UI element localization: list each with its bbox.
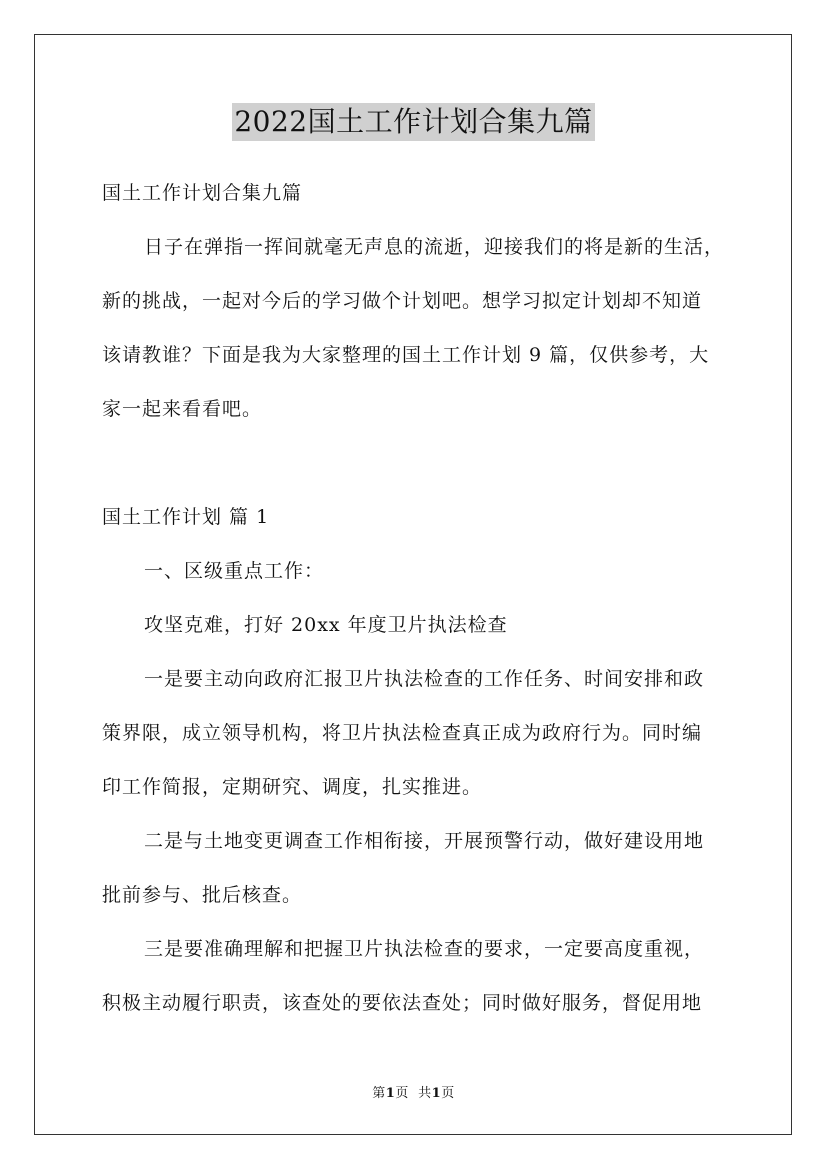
text-line: 一、区级重点工作：	[144, 560, 325, 582]
total-prefix: 共	[418, 1086, 432, 1101]
text-line: 日子在弹指一挥间就毫无声息的流逝，迎接我们的将是新的生活，	[144, 236, 725, 258]
text-line: 该请教谁？下面是我为大家整理的国土工作计划 9 篇，仅供参考，大	[102, 344, 710, 366]
total-pages: 1	[431, 1086, 442, 1101]
page-suffix: 页	[395, 1086, 409, 1101]
page-number: 1	[385, 1086, 396, 1101]
text-line: 批前参与、批后核查。	[102, 884, 303, 906]
text-line: 积极主动履行职责，该查处的要依法查处；同时做好服务，督促用地	[102, 992, 703, 1014]
paragraph-gap	[102, 434, 742, 488]
text-line: 策界限，成立领导机构，将卫片执法检查真正成为政府行为。同时编	[102, 722, 703, 744]
page-prefix: 第	[372, 1086, 386, 1101]
text-line: 国土工作计划 篇 1	[102, 506, 270, 528]
total-suffix: 页	[441, 1086, 455, 1101]
text-line: 国土工作计划合集九篇	[102, 182, 303, 204]
text-line: 攻坚克难，打好 20xx 年度卫片执法检查	[144, 614, 508, 636]
title-container	[0, 103, 827, 141]
page-footer	[0, 1082, 827, 1101]
text-line: 三是要准确理解和把握卫片执法检查的要求，一定要高度重视，	[144, 938, 705, 960]
document-title: 2022国土工作计划合集九篇	[232, 103, 594, 141]
document-body	[102, 164, 742, 1028]
text-line: 家一起来看看吧。	[102, 398, 263, 420]
text-line: 印工作简报，定期研究、调度，扎实推进。	[102, 776, 483, 798]
text-line: 二是与土地变更调查工作相衔接，开展预警行动，做好建设用地	[144, 830, 705, 852]
text-line: 一是要主动向政府汇报卫片执法检查的工作任务、时间安排和政	[144, 668, 705, 690]
text-line: 新的挑战，一起对今后的学习做个计划吧。想学习拟定计划却不知道	[102, 290, 703, 312]
